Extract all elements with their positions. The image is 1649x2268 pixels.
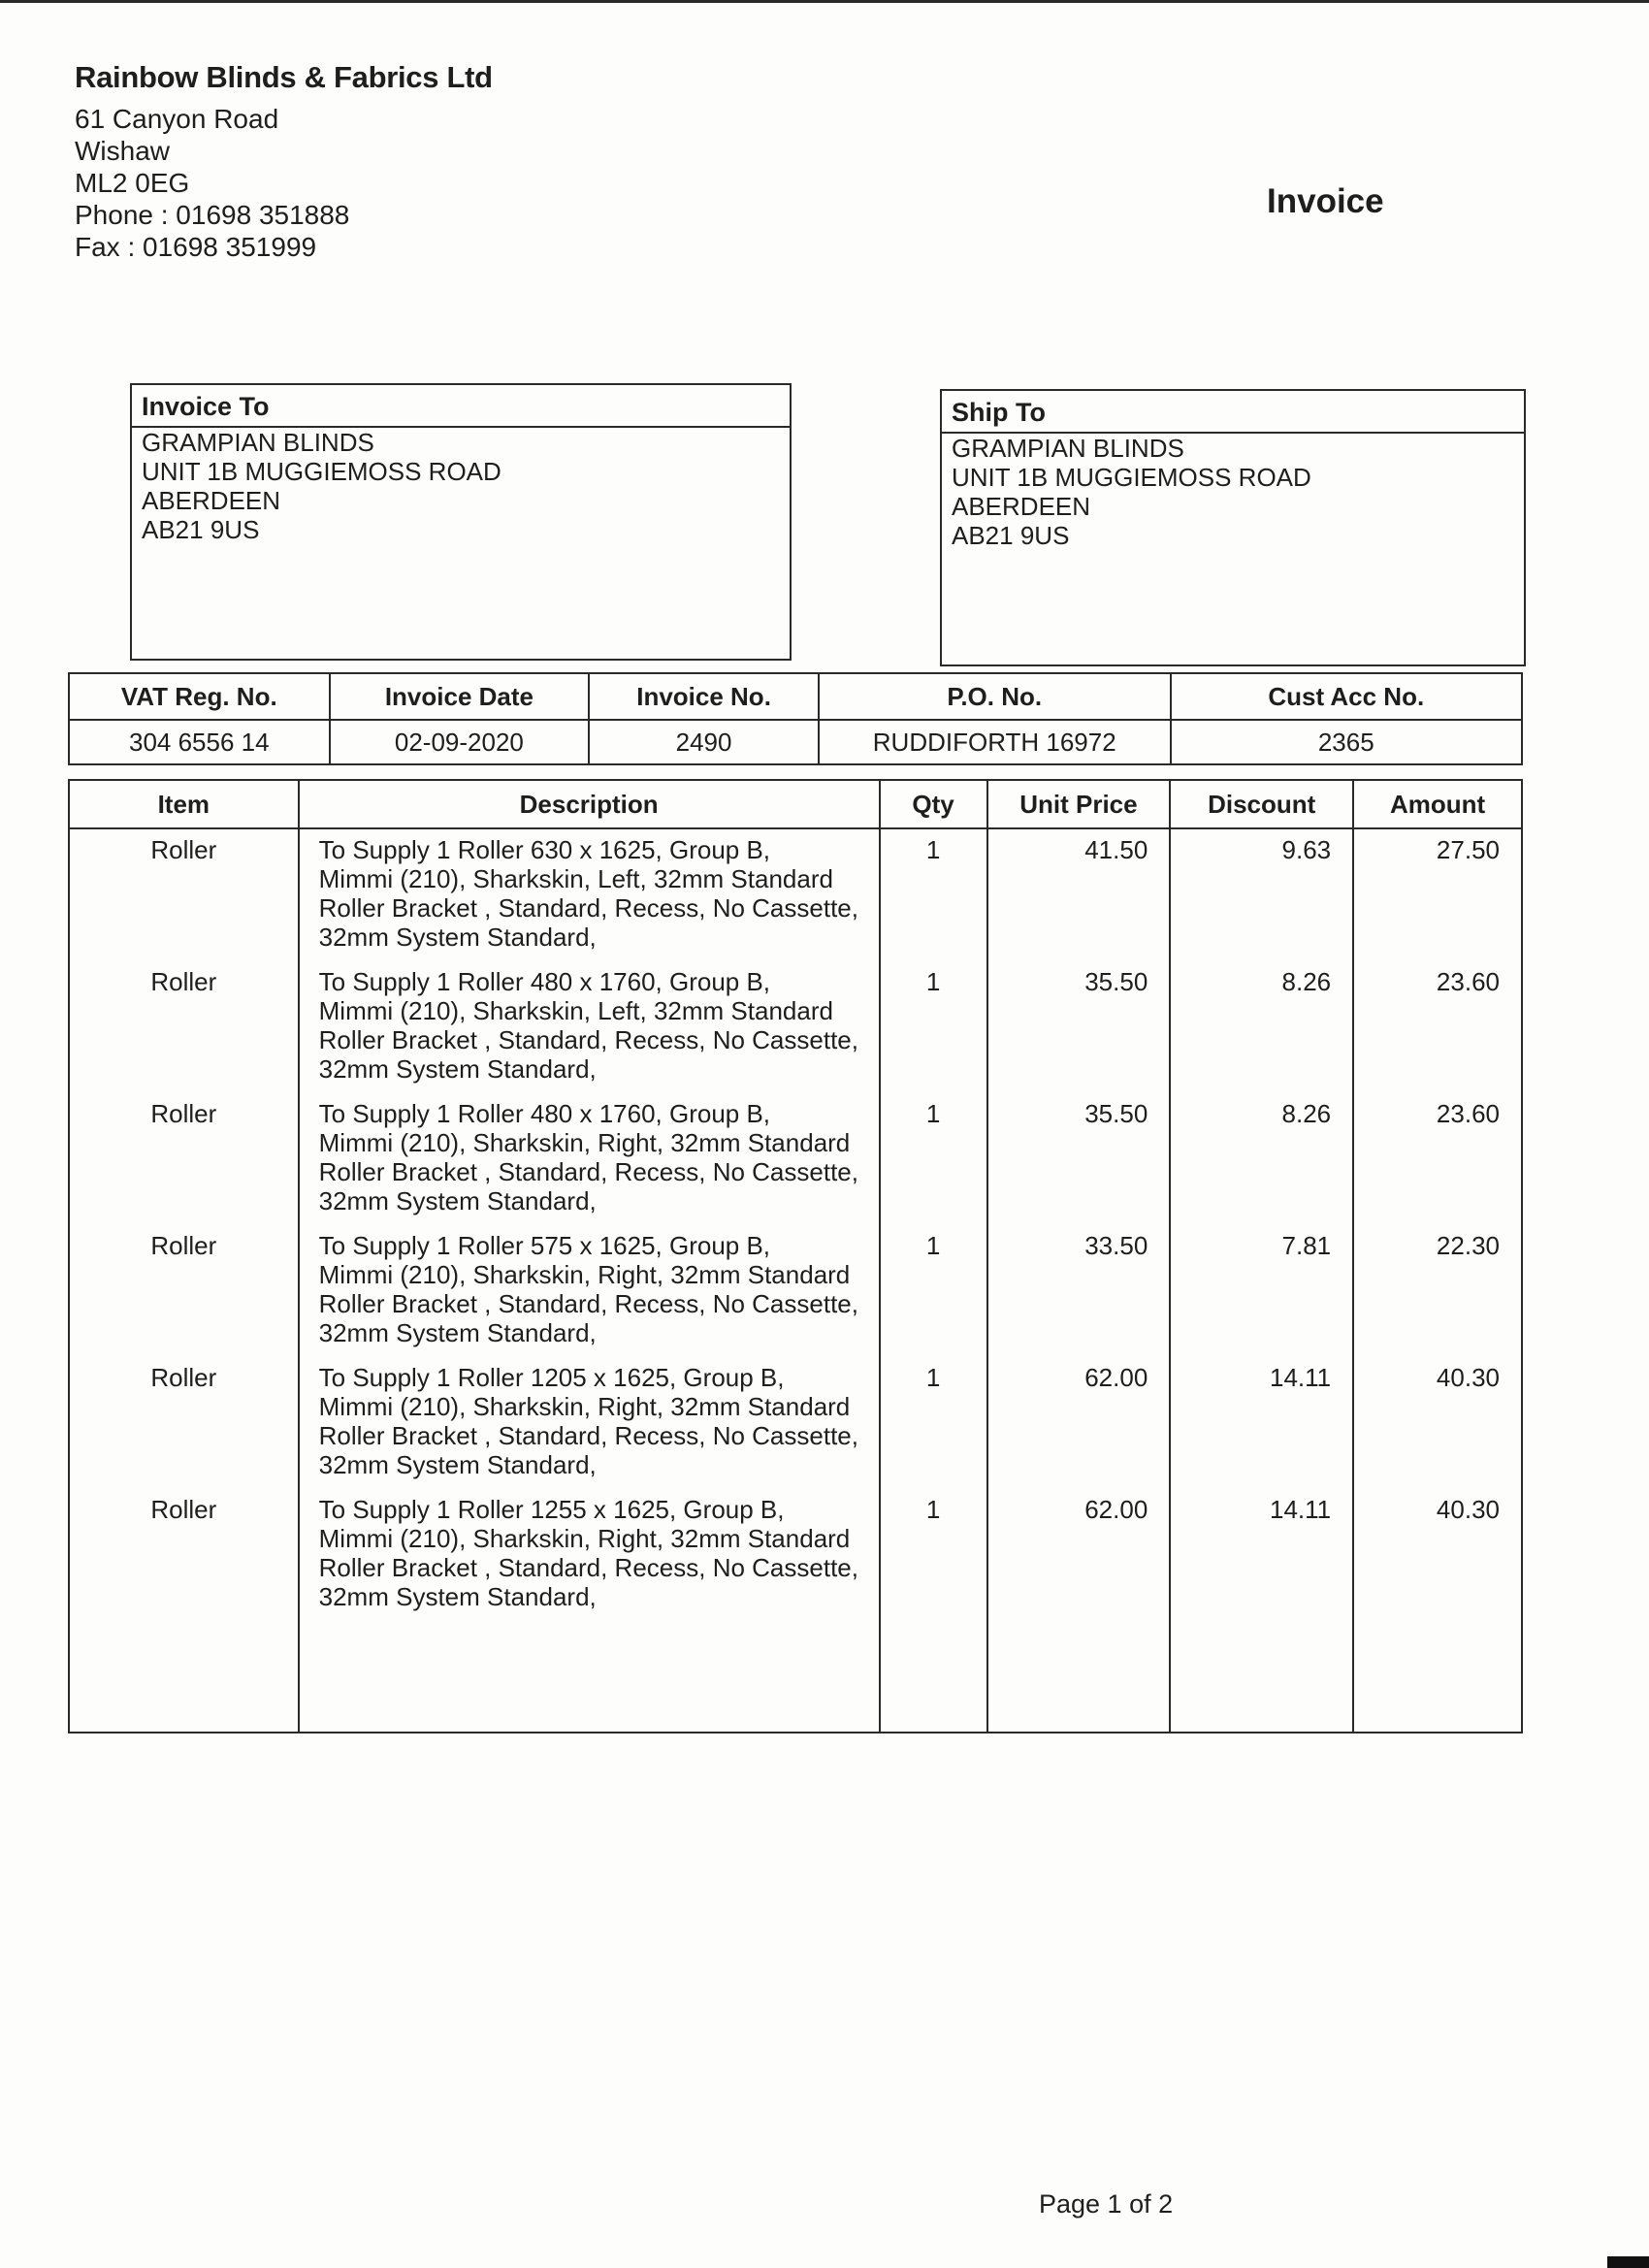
discount-cell: 8.26 (1170, 967, 1353, 1099)
address-line: GRAMPIAN BLINDS (142, 428, 374, 457)
discount-cell: 14.11 (1170, 1363, 1353, 1495)
amount-cell: 27.50 (1353, 828, 1522, 967)
unit-price-cell: 62.00 (987, 1495, 1171, 1627)
amount-cell: 40.30 (1353, 1495, 1522, 1627)
vat-reg-value: 304 6556 14 (69, 720, 330, 764)
qty-cell: 1 (880, 1099, 987, 1231)
company-fax: Fax : 01698 351999 (75, 232, 317, 262)
description-line: 32mm System Standard, (318, 1054, 597, 1084)
discount-header: Discount (1170, 780, 1353, 828)
item-cell: Roller (69, 1099, 299, 1231)
po-no-value: RUDDIFORTH 16972 (819, 720, 1171, 764)
description-cell (299, 1099, 880, 1231)
description-line: 32mm System Standard, (318, 923, 597, 952)
description-line: To Supply 1 Roller 575 x 1625, Group B, (318, 1231, 771, 1260)
table-row (69, 1495, 1522, 1627)
address-line: ABERDEEN (142, 486, 281, 515)
invoice-no-header: Invoice No. (589, 673, 819, 720)
item-cell: Roller (69, 828, 299, 967)
ship-to-heading: Ship To (942, 391, 1524, 434)
description-line: To Supply 1 Roller 480 x 1760, Group B, (318, 1099, 771, 1128)
qty-header: Qty (880, 780, 987, 828)
description-cell (299, 1363, 880, 1495)
invoice-to-address (132, 428, 790, 544)
description-line: Mimmi (210), Sharkskin, Right, 32mm Standard (318, 1524, 851, 1553)
description-line: Mimmi (210), Sharkskin, Left, 32mm Standard (318, 996, 833, 1025)
vat-reg-header: VAT Reg. No. (69, 673, 330, 720)
unit-price-cell: 33.50 (987, 1231, 1171, 1363)
cust-acc-value: 2365 (1171, 720, 1522, 764)
invoice-date-value: 02-09-2020 (330, 720, 590, 764)
qty-cell: 1 (880, 1495, 987, 1627)
amount-cell: 40.30 (1353, 1363, 1522, 1495)
scan-corner-mark (1607, 2256, 1649, 2268)
empty-cell (299, 1627, 880, 1733)
description-cell (299, 1495, 880, 1627)
ship-to-address (942, 434, 1524, 550)
invoice-meta-table (68, 672, 1523, 765)
invoice-date-header: Invoice Date (330, 673, 590, 720)
address-line: AB21 9US (952, 521, 1070, 550)
description-header: Description (299, 780, 880, 828)
item-cell: Roller (69, 1363, 299, 1495)
amount-cell: 23.60 (1353, 1099, 1522, 1231)
discount-cell: 7.81 (1170, 1231, 1353, 1363)
amount-header: Amount (1353, 780, 1522, 828)
empty-cell (69, 1627, 299, 1733)
address-line: GRAMPIAN BLINDS (952, 434, 1184, 463)
amount-cell: 23.60 (1353, 967, 1522, 1099)
company-address-line: 61 Canyon Road (75, 104, 279, 134)
description-line: To Supply 1 Roller 1205 x 1625, Group B, (318, 1363, 785, 1392)
empty-cell (1353, 1627, 1522, 1733)
qty-cell: 1 (880, 1363, 987, 1495)
description-line: 32mm System Standard, (318, 1582, 597, 1611)
table-row (69, 1231, 1522, 1363)
description-line: Mimmi (210), Sharkskin, Right, 32mm Standard (318, 1128, 851, 1157)
meta-value-row (69, 720, 1522, 764)
discount-cell: 14.11 (1170, 1495, 1353, 1627)
table-row (69, 967, 1522, 1099)
item-cell: Roller (69, 1231, 299, 1363)
item-cell: Roller (69, 1495, 299, 1627)
description-line: Mimmi (210), Sharkskin, Right, 32mm Standard (318, 1392, 851, 1421)
unit-price-cell: 35.50 (987, 967, 1171, 1099)
unit-price-header: Unit Price (987, 780, 1171, 828)
description-line: To Supply 1 Roller 630 x 1625, Group B, (318, 835, 771, 864)
discount-cell: 8.26 (1170, 1099, 1353, 1231)
table-filler-row (69, 1627, 1522, 1733)
amount-cell: 22.30 (1353, 1231, 1522, 1363)
description-line: Roller Bracket , Standard, Recess, No Cassette, (318, 1157, 858, 1186)
company-address-line: Wishaw (75, 136, 171, 166)
discount-cell: 9.63 (1170, 828, 1353, 967)
unit-price-cell: 62.00 (987, 1363, 1171, 1495)
invoice-no-value: 2490 (589, 720, 819, 764)
description-cell (299, 828, 880, 967)
item-cell: Roller (69, 967, 299, 1099)
qty-cell: 1 (880, 1231, 987, 1363)
empty-cell (880, 1627, 987, 1733)
description-line: Mimmi (210), Sharkskin, Left, 32mm Standard (318, 864, 833, 893)
description-cell (299, 1231, 880, 1363)
unit-price-cell: 41.50 (987, 828, 1171, 967)
description-line: Roller Bracket , Standard, Recess, No Cassette, (318, 1421, 858, 1450)
address-line: ABERDEEN (952, 492, 1091, 521)
address-line: UNIT 1B MUGGIEMOSS ROAD (952, 463, 1311, 492)
empty-cell (987, 1627, 1171, 1733)
address-line: AB21 9US (142, 515, 260, 544)
table-row (69, 1363, 1522, 1495)
description-line: To Supply 1 Roller 480 x 1760, Group B, (318, 967, 771, 996)
items-header-row (69, 780, 1522, 828)
description-line: Roller Bracket , Standard, Recess, No Cassette, (318, 1289, 858, 1318)
description-line: Mimmi (210), Sharkskin, Right, 32mm Standard (318, 1260, 851, 1289)
ship-to-box (940, 389, 1526, 666)
page-number: Page 1 of 2 (1039, 2189, 1174, 2219)
meta-header-row (69, 673, 1522, 720)
description-line: Roller Bracket , Standard, Recess, No Cassette, (318, 893, 858, 923)
description-line: 32mm System Standard, (318, 1450, 597, 1479)
company-name: Rainbow Blinds & Fabrics Ltd (75, 60, 493, 94)
description-line: Roller Bracket , Standard, Recess, No Cassette, (318, 1553, 858, 1582)
unit-price-cell: 35.50 (987, 1099, 1171, 1231)
address-line: UNIT 1B MUGGIEMOSS ROAD (142, 457, 501, 486)
description-cell (299, 967, 880, 1099)
invoice-to-box (130, 383, 792, 661)
description-line: 32mm System Standard, (318, 1318, 597, 1347)
company-header (75, 60, 493, 263)
po-no-header: P.O. No. (819, 673, 1171, 720)
description-line: Roller Bracket , Standard, Recess, No Cassette, (318, 1025, 858, 1054)
description-line: To Supply 1 Roller 1255 x 1625, Group B, (318, 1495, 785, 1524)
cust-acc-header: Cust Acc No. (1171, 673, 1522, 720)
line-items-table (68, 779, 1523, 1733)
description-line: 32mm System Standard, (318, 1186, 597, 1215)
qty-cell: 1 (880, 828, 987, 967)
company-address-line: ML2 0EG (75, 168, 190, 198)
company-phone: Phone : 01698 351888 (75, 200, 350, 230)
qty-cell: 1 (880, 967, 987, 1099)
document-title: Invoice (1267, 182, 1384, 220)
scan-edge (0, 0, 1649, 3)
empty-cell (1170, 1627, 1353, 1733)
table-row (69, 1099, 1522, 1231)
invoice-to-heading: Invoice To (132, 385, 790, 428)
item-header: Item (69, 780, 299, 828)
table-row (69, 828, 1522, 967)
